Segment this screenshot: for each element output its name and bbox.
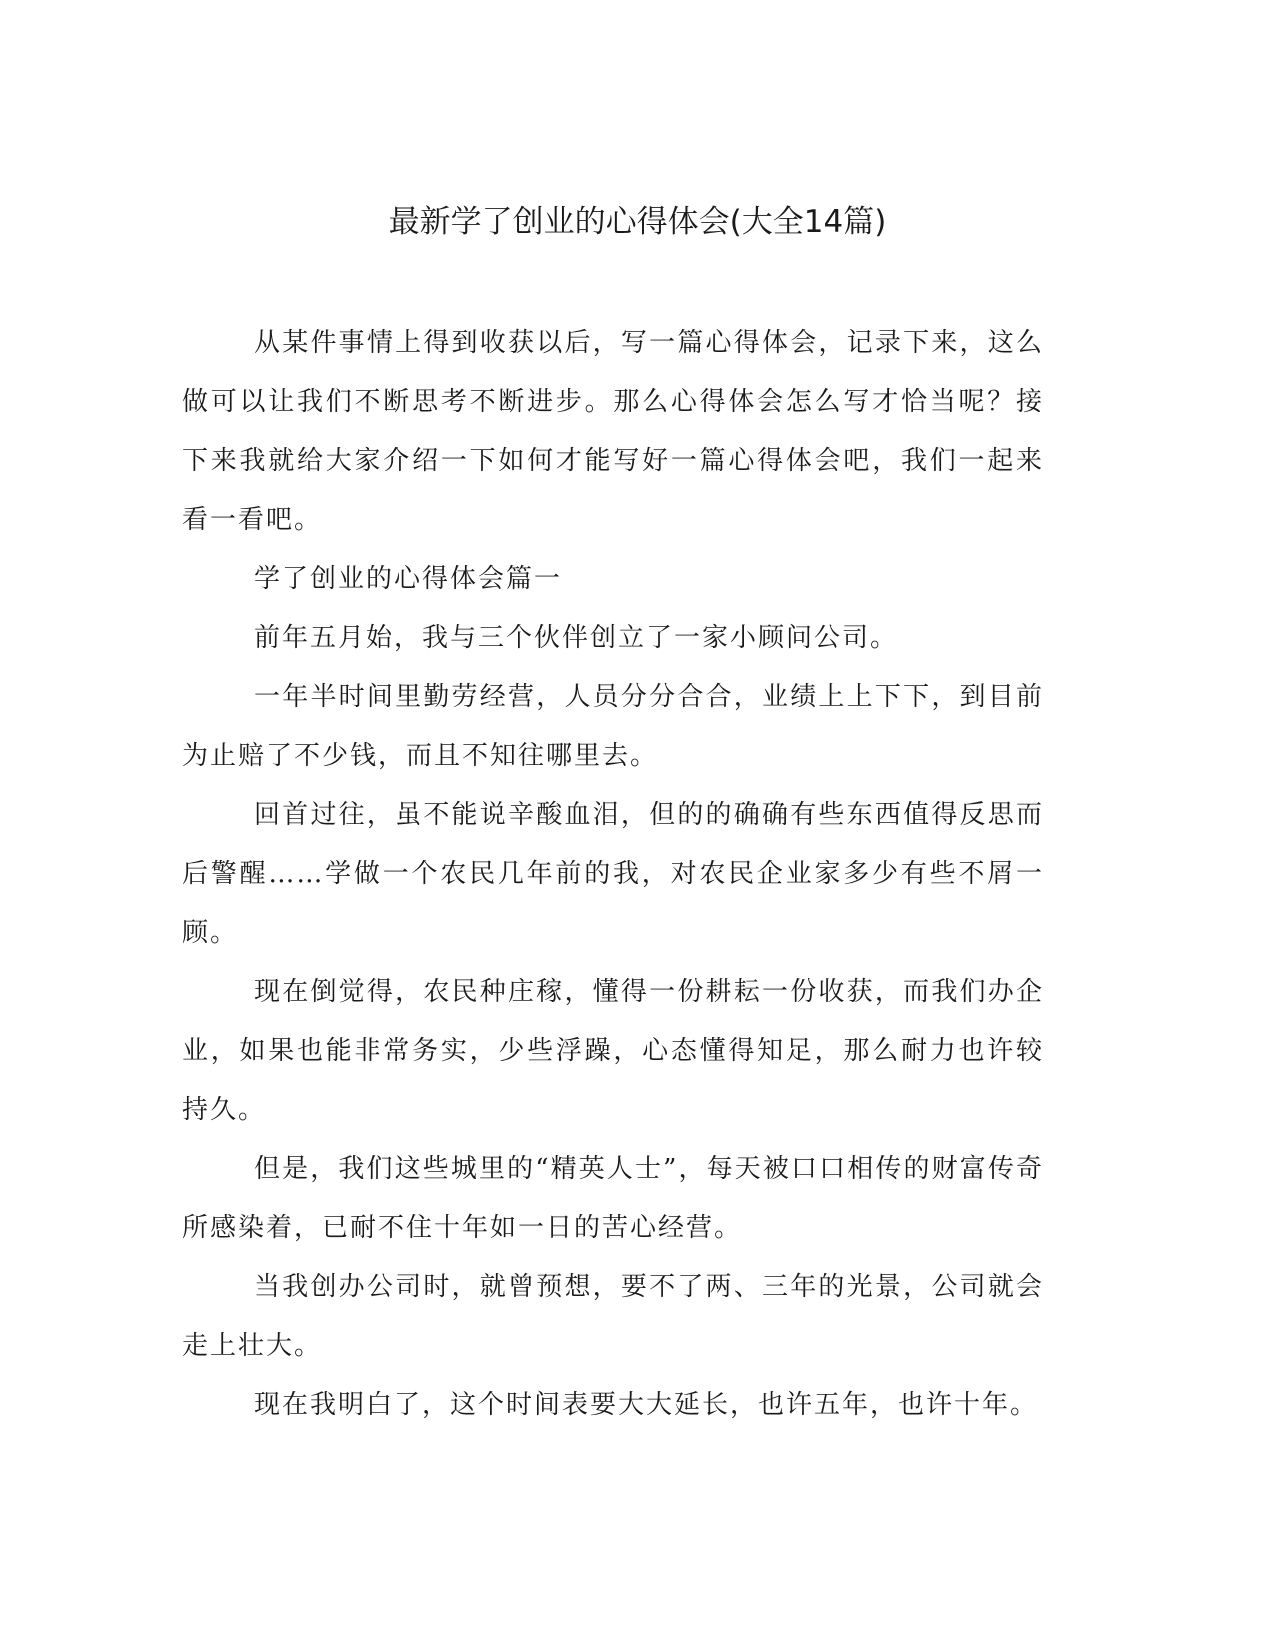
document-body [182, 314, 1044, 1435]
paragraph: 回首过往，虽不能说辛酸血泪，但的的确确有些东西值得反思而后警醒……学做一个农民几年前的我，对农民企业家多少有些不屑一顾。 [182, 800, 1044, 948]
document-title: 最新学了创业的心得体会(大全14篇) [388, 204, 887, 240]
paragraph: 现在我明白了，这个时间表要大大延长，也许五年，也许十年。 [254, 1390, 1039, 1420]
paragraph: 前年五月始，我与三个伙伴创立了一家小顾问公司。 [254, 623, 899, 653]
paragraph: 一年半时间里勤劳经营，人员分分合合，业绩上上下下，到目前为止赔了不少钱，而且不知往哪里去。 [182, 682, 1044, 771]
paragraph-intro: 从某件事情上得到收获以后，写一篇心得体会，记录下来，这么做可以让我们不断思考不断进步。那么心得体会怎么写才恰当呢？接下来我就给大家介绍一下如何才能写好一篇心得体会吧，我们一起来看一看吧。 [182, 328, 1044, 535]
section-heading: 学了创业的心得体会篇一 [254, 564, 563, 594]
paragraph: 当我创办公司时，就曾预想，要不了两、三年的光景，公司就会走上壮大。 [182, 1272, 1044, 1361]
paragraph: 现在倒觉得，农民种庄稼，懂得一份耕耘一份收获，而我们办企业，如果也能非常务实，少些浮躁，心态懂得知足，那么耐力也许较持久。 [182, 977, 1044, 1125]
paragraph: 但是，我们这些城里的“精英人士”，每天被口口相传的财富传奇所感染着，已耐不住十年如一日的苦心经营。 [182, 1154, 1044, 1243]
